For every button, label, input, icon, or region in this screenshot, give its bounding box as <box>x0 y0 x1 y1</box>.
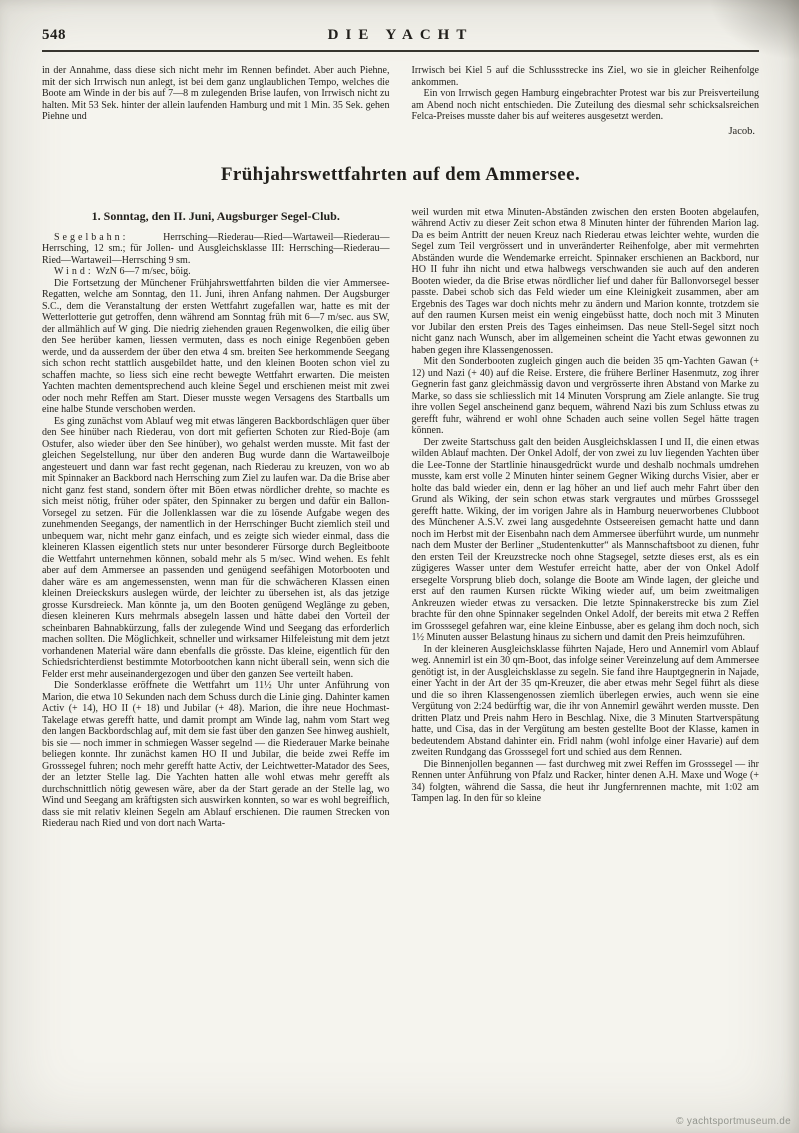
main-article-right-column <box>412 207 760 830</box>
paragraph-text: weil wurden mit etwa Minuten-Abständen zwischen den ersten Booten abgelaufen, während Activ zu dieser Zeit schon etwa 8 Minuten hinter der führenden Marion lag. Da es beim Antritt der neuen Kreuz nach Riederau etwas leichter wehte, wurden die Segel zum Teil vergrössert und in unveränderter Reihenfolge, aber mit vermehrten Abständen wurde die Wendemarke erreicht. Spinnaker erschienen an Backbord, nur HO II fuhr ihn nicht und etwa halbwegs verschwanden sie auch auf den anderen Booten wieder, da die Brise etwas nördlicher lief und daher für Ballonvorsegel besser passte. Dabei schob sich das Feld wieder um eine Kleinigkeit zusammen, aber am Ergebnis des Tages war doch nichts mehr zu ändern und Marion konnte, trotzdem sie auf den raumen Kursen meist ein wenig eingebüsst hatte, doch noch mit 3 Minuten vor Jubilar den ersten Preis des Tages einheimsen. Das neue Stell-Segel sitzt noch nicht ganz nach Wunsch, aber im allgemeinen scheint die Yacht etwas gewonnen zu haben gegen ihre Klassengenossen. <box>411 206 759 356</box>
paragraph-text: Ein von Irrwisch gegen Hamburg eingebrachter Protest war bis zur Preisverteilung am Abend noch nicht entschieden. Die Zuteilung des diesmal sehr schicksalsreichen Felca-Preises musste daher bis auf weiteres ausgesetzt werden. <box>411 88 759 122</box>
top-article <box>42 65 759 137</box>
paragraph <box>42 65 390 123</box>
paragraph <box>42 680 390 830</box>
lead-word: Wind: <box>54 266 94 277</box>
top-article-right-column <box>412 65 760 137</box>
paragraph-text: In der kleineren Ausgleichsklasse führten Najade, Hero und Annemirl vom Ablauf weg. Annemirl ist ein 30 qm-Boot, das infolge seiner Vereinzelung auf dem Ammersee genötigt ist, in der Ausgleichsklasse zu segeln. Sie fand ihre Hauptgegnerin in Najade, einer Yacht in der Art der 35 qm-Kreuzer, die aber etwas mehr Segel führt als diese und die so ihren Klassengenossen ziemlich überlegen erwies, auch wenn sie eine Vergütung von 2:24 bedürftig war, die ihr von Annemirl gewährt werden musste. Den dritten Platz und Preis nahm Hero in Beschlag. Nixe, die 3 Minuten Startverspätung hatte, und Cisa, das in der Vergütung am besten gestellte Boot der Klasse, kamen in bedeutendem Abstand dahinter ein. Fridl nahm (wohl infolge einer Havarie) auf dem zweiten Rundgang das Grosssegel fort und schied aus dem Rennen. <box>411 643 760 758</box>
paragraph <box>42 232 390 267</box>
header-rule <box>42 50 759 52</box>
paragraph-text: Herrsching—Riederau—Ried—Wartaweil—Riederau—Herrsching, 12 sm.; für Jollen- und Ausgleichsklasse III: Herrsching—Riederau—Ried—Wartaweil—Herrsching 9 sm. <box>42 231 390 266</box>
top-article-left-column <box>42 65 390 137</box>
paragraph <box>412 759 760 805</box>
paragraph-text: Die Binnenjollen begannen — fast durchweg mit zwei Reffen im Grosssegel — ihr Rennen unter Anführung von Pfalz und Racker, hinter denen A.H. Maxe und Woge (+ 34) folgten, während die Sassa, die heut ihr Jungfernrennen machte, mit 1:02 am Tampen lag. In den für so kleine <box>411 758 759 804</box>
paragraph <box>412 356 760 437</box>
paragraph-text: Es ging zunächst vom Ablauf weg mit etwas längeren Backbordschlägen quer über den See hinüber nach Riederau, von dort mit gefierten Schoten zur Ried-Boje (am Ostufer, also wieder über den See hinüber), wo gehalst werden musste. Mit fast der gleichen Segelstellung, nur über den anderen Bug wurde dann die Wartaweilboje angesteuert und dann war fast recht gegenan, nach Riederau zu kreuzen, von wo ab mit Spinnaker an Backbord nach Herrsching zum Ziel zu laufen war. Da die Brise aber nicht ganz fest stand, sondern öfter mit Böen etwas nördlicher drehte, so machte es sich meist nötig, früher oder später, den Spinnaker zu bergen und dafür ein Ballon-Vorsegel zu setzen. Für die Jollenklassen war die zu lösende Aufgabe wegen des zunehmenden Seegangs, der namentlich in der Herrschinger Bucht ziemlich steil und unbequem war, nicht mehr ganz einfach, und es zeigte sich wieder einmal, dass die kleineren Klassen eigentlich stets nur unter besonderer Fürsorge durch Begleitboote die Wettfahrt unternehmen können, sobald mehr als 5 m/sec. Wind wehen. Es fehlt aber auf dem Ammersee an passenden und genügend seefähigen Motorbooten und daher wäre es am angemessensten, wenn man für die schwächeren Klassen einen kleinen Dreieckskurs auslegen würde, der leichter zu übersehen ist, als das jetzige grosse Kursdreieck. Man könnte ja, um den Booten genügend Weglänge zu geben, diesen kleineren Kurs mehrmals absegeln lassen und hätte dabei den Vorteil der scheinbaren Bahnabkürzung, falls der zulegende Wind und Seegang das erforderlich machen sollten. Die Möglichkeit, schneller und wirksamer Hilfeleistung mit dem jetzt vorhandenen Material wäre dann ebenfalls die grösste. Das kleine, eigentlich für den Schiedsrichterdienst bestimmte Motorbootchen kann nicht überall sein, wenn sich die Felder erst mehr auseinandergezogen und über den ganzen See verteilt haben. <box>42 415 390 680</box>
lead-word: Segelbahn: <box>54 231 129 243</box>
paragraph <box>412 88 760 123</box>
main-article-left-column <box>42 207 390 830</box>
paragraph <box>42 416 390 681</box>
paragraph <box>412 644 760 759</box>
paragraph-text: Die Sonderklasse eröffnete die Wettfahrt um 11½ Uhr unter Anführung von Marion, die etwa 10 Sekunden nach dem Schuss durch die Linie ging. Dahinter kamen Activ (+ 14), HO II (+ 18) und Jubilar (+ 48). Marion, die ihre neue Hochmast-Takelage etwas gerefft hatte, und damit prompt am Winde lag, nahm vom Start weg den langen Backbordschlag auf, mit dem sie fast über den ganzen See hinweg aushielt, bis sie — noch immer in schmiegen Wasser segelnd — die Riederauer Marke beinahe beliegen konnte. Ihr zunächst kamen HO II und Jubilar, die beide zwei Reffe im Grosssegel fuhren; noch mehr gerefft hatte Activ, der Leichtwetter-Matador des Sees, der an letzter Stelle lag. Die Yachten hatten alle wohl etwas mehr gerefft als durchschnittlich nötig gewesen wäre, aber da der Start gerade an der Stelle lag, wo Wind und Seegang am kräftigsten sich auswirken konnten, so war es wohl begreiflich, dass sie mit relativ kleinen Segeln am Ablauf erschienen. Die raumen Strecken von Riederau nach Ried und von dort nach Warta- <box>42 680 390 829</box>
watermark: © yachtsportmuseum.de <box>676 1116 791 1127</box>
paragraph-text: Mit den Sonderbooten zugleich gingen auch die beiden 35 qm-Yachten Gawan (+ 12) und Nazi (+ 40) auf die Reise. Erstere, die frühere Berliner Hasenmutz, zog ihrer Gegnerin fast ganz gleichmässig davon und vergrösserte ihren Abstand von Marke zu Marke, so dass sie schliesslich mit 14 Minuten Vorsprung am Ziele anlangte. Sie trug ihre vollen Segel anscheinend ganz bequem, während Nazi bis zum Schluss etwas zu gerefft fuhr, während er wohl ohne Schaden auch seine vollen Segel hätte tragen können. <box>411 356 759 436</box>
paragraph-text: Irrwisch bei Kiel 5 auf die Schlussstrecke ins Ziel, wo sie in gleicher Reihenfolge ankommen. <box>411 65 759 88</box>
page-header <box>42 26 759 46</box>
journal-title: DIE YACHT <box>327 27 474 43</box>
paragraph <box>412 207 760 357</box>
page-number: 548 <box>42 27 66 43</box>
paragraph <box>42 278 390 416</box>
paragraph-text: Der zweite Startschuss galt den beiden Ausgleichsklassen I und II, die einen etwas wilden Ablauf machten. Der Onkel Adolf, der von zwei zu luv liegenden Yachten über die Lee-Tonne der Startlinie hinausgedrückt wurde und deshalb nochmals umdrehen musste, kam erst volle 2 Minuten hinter seinem Gegner Wiking durchs Visier, aber er holte das bald wieder ein, denn er lag höher an und lief auch mehr Fahrt über den Grund als Wiking, der sein schon etwas stark vergrautes und mürbes Grosssegel gerefft hatte. Wiking, der im vorigen Jahre als in Hamburg neuerworbenes Clubboot des Münchener A.S.V. zwei lang ausgedehnte Ostseereisen gemacht hatte und dann noch im Herbst mit der Eisenbahn nach dem Ammersee überführt wurde, um nunmehr nach dem Muster der Berliner „Studentenkutter“ als Mannschaftsboot zu dienen, fuhr den ersten Teil der Kreuzstrecke noch ohne Stagsegel, setzte dieses erst, als es ein zügigeres Wasser unter dem Westufer erreicht hatte, aber der von Onkel Adolf ersegelte Vorsprung blieb doch, solange die Boote am Winde lagen, der gleiche und erst auf den raumen Kursen rückte Wiking wieder auf, um beim zweitmaligen Ankreuzen wieder etwas zu versacken. Die letzte Spinnakerstrecke bis zum Ziel brachte für den ohne Spinnaker segelnden Onkel Adolf, der bereits mit etwa 2 Reffen im Grosssegel gefahren war, eine kleine Einbusse, aber es gelang ihm doch noch, sich 1½ Minuten ausser Belastung hinaus zu sichern und damit den Preis heimzuführen. <box>411 436 759 643</box>
paragraph <box>412 65 760 88</box>
article-title: Frühjahrswettfahrten auf dem Ammersee. <box>220 163 581 185</box>
author-signature: Jacob. <box>728 125 755 137</box>
main-article <box>42 207 759 830</box>
paragraph-text: in der Annahme, dass diese sich nicht mehr im Rennen befindet. Aber auch Piehne, mit der sich Irrwisch nun anlegt, ist bei dem ganz unglaublichen Tempo, welches die Boote am Winde in der bis auf 7—8 m zulegenden Brise laufen, von Irrwisch nicht zu halten. Mit 53 Sek. hinter der allein laufenden Hamburg und mit 1 Min. 35 Sek. gehen Piehne und <box>42 65 390 122</box>
paragraph-text: WzN 6—7 m/sec, böig. <box>93 266 191 277</box>
paragraph-text: Die Fortsetzung der Münchener Frühjahrswettfahrten bilden die vier Ammersee-Regatten, welche am Sonntag, den 11. Juni, ihren Anfang nahmen. Der Augsburger S.C., dem die Veranstaltung der ersten Wettfahrt zugefallen war, hatte es mit der Wetterlotterie gut getroffen, denn während am Sonntag früh mit 6—7 m/sec. aus SW, der allmählich auf W ging. Die niedrig ziehenden grauen Regenwolken, die eilig über den See herüber kamen, liessen vermuten, dass es noch einige Regenböen geben werde, und da ausserdem der über den etwa 4 sm. breiten See herkommende Seegang sich schon recht stattlich ausgebildet hatte, und den kleinen Booten schon viel zu schaffen machte, so liess sich eine recht bewegte Wettfahrt erwarten. Die meisten Yachten machten dementsprechend auch kleine Segel und erschienen meist mit zwei oder noch mehr Reffen am Start. Dieser musste wegen Versagens des Startballs um eine halbe Stunde verschoben werden. <box>42 277 390 415</box>
paragraph <box>412 437 760 644</box>
paragraph <box>42 266 390 278</box>
section-heading: 1. Sonntag, den II. Juni, Augsburger Segel-Club. <box>91 208 340 223</box>
